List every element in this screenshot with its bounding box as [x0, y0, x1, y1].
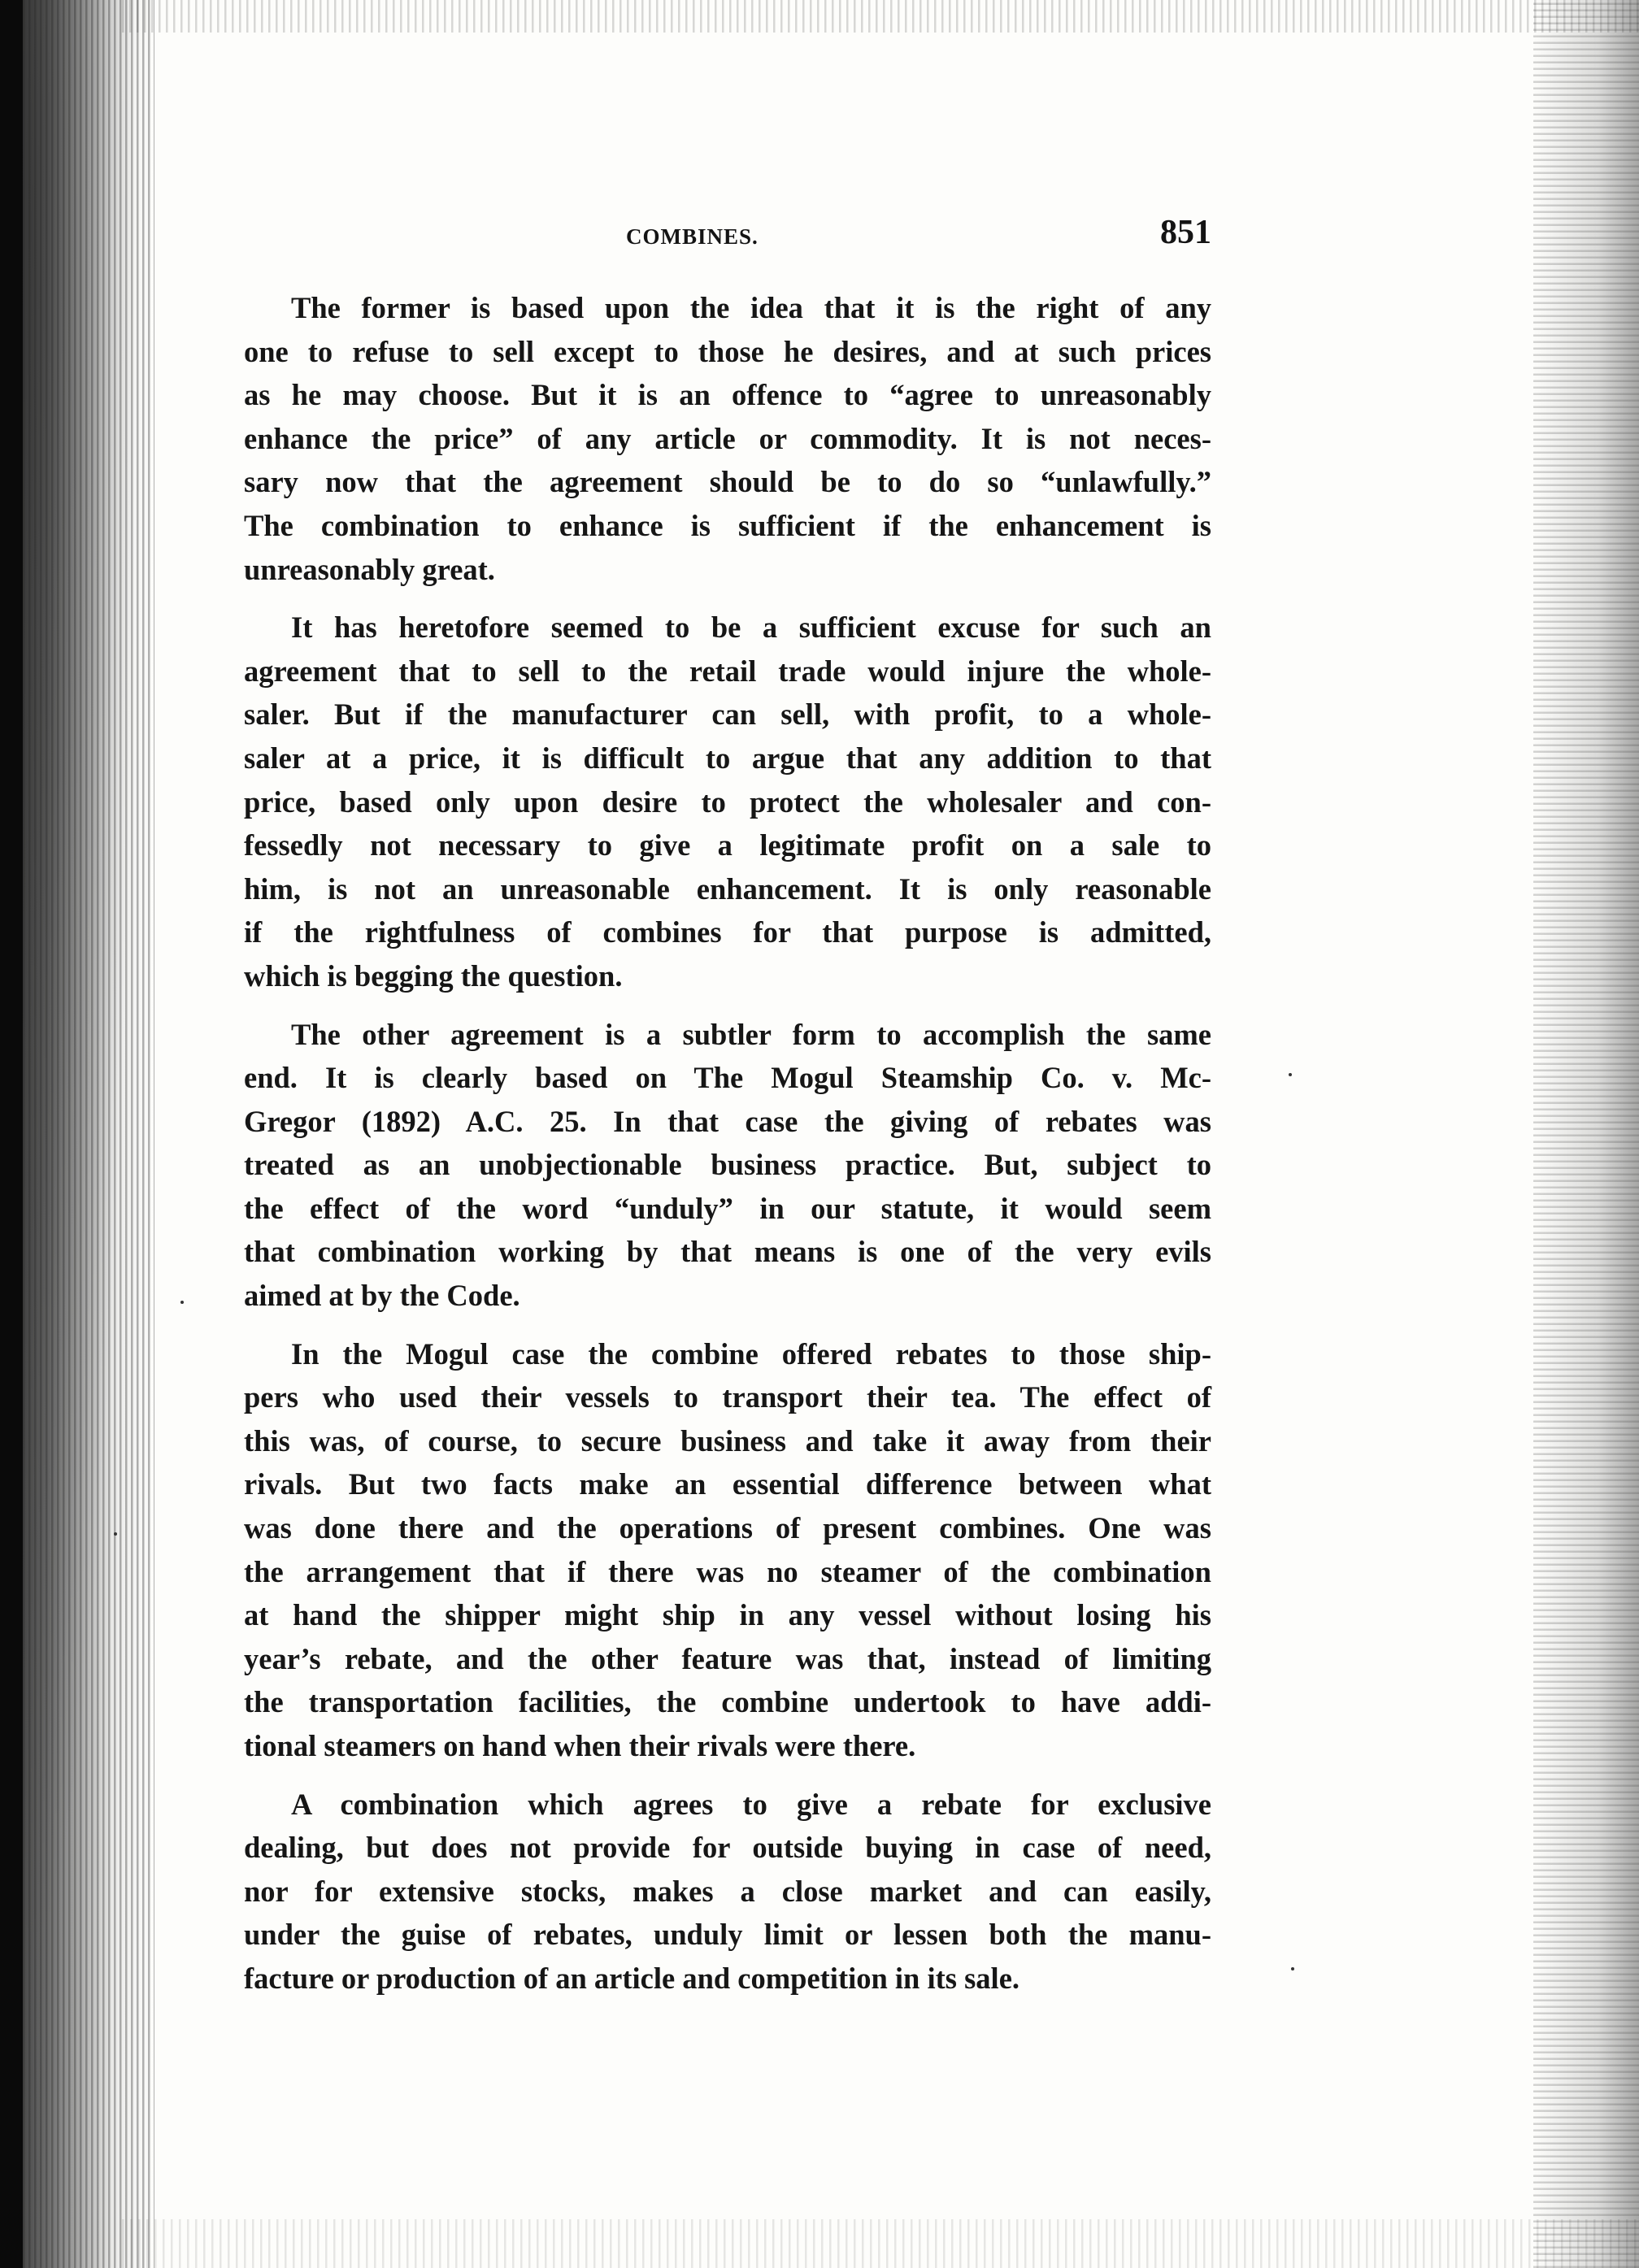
paragraph — [244, 286, 1211, 591]
text-line: In the Mogul case the combine offered rebates to those ship- — [291, 1336, 1211, 1371]
text-line: dealing, but does not provide for outside buying in case of need, — [244, 1831, 1211, 1865]
scan-speck — [180, 1301, 184, 1304]
text-line: year’s rebate, and the other feature was that, instead of limiting — [244, 1641, 1211, 1675]
paragraph — [244, 1332, 1211, 1768]
text-line: saler. But if the manufacturer can sell, with profit, to a whole- — [244, 697, 1211, 732]
scan-speck — [1291, 1967, 1294, 1970]
scan-noise-right — [1533, 0, 1639, 2268]
text-line: rivals. But two facts make an essential difference between what — [244, 1467, 1211, 1501]
text-line: nor for extensive stocks, makes a close market and can easily, — [244, 1874, 1211, 1908]
text-line: tional steamers on hand when their rivals were there. — [244, 1729, 916, 1762]
scan-shadow-left — [0, 0, 154, 2268]
text-line: treated as an unobjectionable business practice. But, subject to — [244, 1148, 1211, 1182]
text-line: was done there and the operations of present combines. One was — [244, 1511, 1211, 1545]
text-line: as he may choose. But it is an offence to “agree to unreasonably — [244, 378, 1211, 412]
paragraph — [244, 606, 1211, 997]
text-line: this was, of course, to secure business and take it away from their — [244, 1423, 1211, 1458]
text-line: It has heretofore seemed to be a sufficient excuse for such an — [291, 610, 1211, 645]
text-line: fessedly not necessary to give a legitimate profit on a sale to — [244, 828, 1211, 862]
text-line: if the rightfulness of combines for that purpose is admitted, — [244, 915, 1211, 949]
text-line: agreement that to sell to the retail trade would injure the whole- — [244, 654, 1211, 688]
text-line: the transportation facilities, the combine undertook to have addi- — [244, 1685, 1211, 1719]
scan-speck — [114, 1532, 117, 1536]
text-line: under the guise of rebates, unduly limit or lessen both the manu- — [244, 1918, 1211, 1952]
text-line: aimed at by the Code. — [244, 1279, 520, 1313]
text-line: A combination which agrees to give a rebate for exclusive — [291, 1787, 1211, 1821]
text-line: the arrangement that if there was no steamer of the combination — [244, 1554, 1211, 1588]
text-line: sary now that the agreement should be to do so “unlawfully.” — [244, 465, 1211, 499]
paragraph — [244, 1013, 1211, 1318]
text-line: him, is not an unreasonable enhancement. It is only reasonable — [244, 871, 1211, 906]
page-number: 851 — [1160, 214, 1211, 251]
text-line: Gregor (1892) A.C. 25. In that case the giving of rebates was — [244, 1104, 1211, 1138]
text-line: enhance the price” of any article or commodity. It is not neces- — [244, 421, 1211, 455]
scan-noise-top — [122, 0, 1639, 33]
text-line: pers who used their vessels to transport their tea. The effect of — [244, 1380, 1211, 1414]
text-line: at hand the shipper might ship in any vessel without losing his — [244, 1598, 1211, 1632]
text-line: which is begging the question. — [244, 958, 623, 993]
text-line: The other agreement is a subtler form to accomplish the same — [291, 1017, 1211, 1051]
running-head — [244, 213, 1211, 262]
text-line: The former is based upon the idea that it is the right of any — [291, 291, 1211, 324]
paragraph — [244, 1783, 1211, 2001]
text-line: one to refuse to sell except to those he desires, and at such prices — [244, 334, 1211, 368]
text-line: that combination working by that means is one of the very evils — [244, 1235, 1211, 1269]
running-title: COMBINES. — [626, 224, 759, 249]
text-line: The combination to enhance is sufficient if the enhancement is — [244, 508, 1211, 542]
scan-binding-edge — [0, 0, 23, 2268]
text-line: saler at a price, it is difficult to argue that any addition to that — [244, 741, 1211, 775]
text-line: unreasonably great. — [244, 552, 495, 586]
text-line: end. It is clearly based on The Mogul Steamship Co. v. Mc- — [244, 1061, 1211, 1095]
scan-noise-bottom — [122, 2219, 1639, 2268]
text-line: facture or production of an article and competition in its sale. — [244, 1961, 1020, 1995]
text-line: price, based only upon desire to protect the wholesaler and con- — [244, 784, 1211, 819]
scan-speck — [1289, 1073, 1292, 1076]
text-line: the effect of the word “unduly” in our statute, it would seem — [244, 1191, 1211, 1225]
body-text — [244, 286, 1211, 2015]
